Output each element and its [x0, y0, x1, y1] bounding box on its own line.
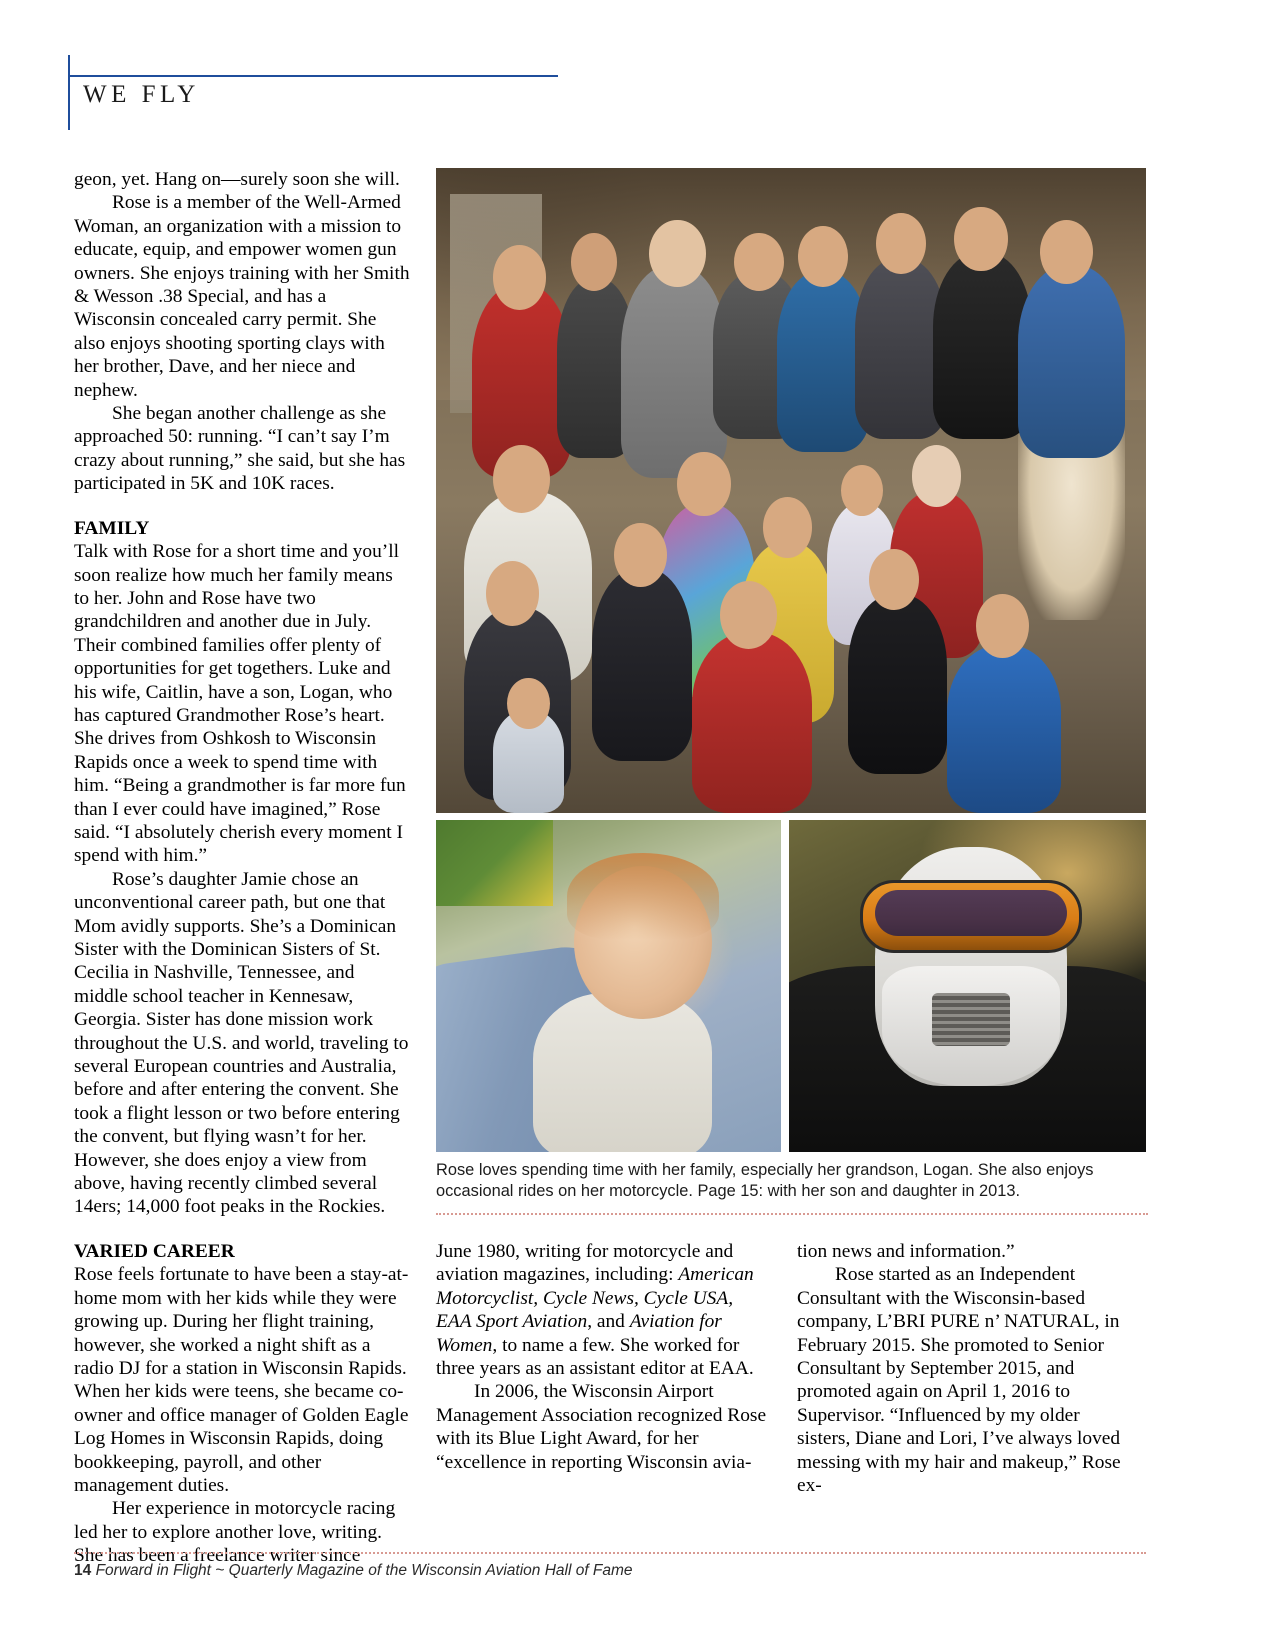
- grandson-logan-photo: [436, 820, 781, 1152]
- paragraph: Her experience in motorcycle racing led her to explore another love, writing. She has been a freelance writer since: [74, 1498, 396, 1567]
- paragraph: Rose’s daughter Jamie chose an unconventional career path, but one that Mom avidly supports. She’s a Dominican Sister with the Dominican Sisters of St. Cecilia in Nashville, Tennessee, and middle school teacher in Kennesaw, Georgia. Sister has done mission work throughout the U.S. and world, traveling to several European countries and Australia, before and after entering the convent. She took a flight lesson or two before entering the convent, but flying wasn’t for her. However, she does enjoy a view from above, having recently climbed several 14ers; 14,000 foot peaks in the Rockies.: [74, 868, 409, 1218]
- paragraph: Talk with Rose for a short time and you’ll soon realize how much her family means to her. John and Rose have two grandchildren and another due in July. Their combined families offer plenty of opportunities for get togethers. Luke and his wife, Caitlin, have a son, Logan, who has captured Grandmother Rose’s heart. She drives from Oshkosh to Wisconsin Rapids once a week to spend time with him. “Being a grandmother is far more fun than I ever could have imagined,” Rose said. “I absolutely cherish every moment I spend with him.”: [74, 541, 406, 867]
- body-column-left: [74, 168, 410, 1568]
- paragraph-text: June 1980, writing for motorcycle and aviation magazines, including:: [436, 1241, 734, 1286]
- paragraph: She began another challenge as she approached 50: running. “I can’t say I’m crazy about running,” she said, but she has participated in 5K and 10K races.: [74, 403, 406, 495]
- footer-text: [91, 1562, 632, 1579]
- paragraph-text: , and: [587, 1311, 630, 1333]
- page-title: WE FLY: [83, 81, 200, 108]
- paragraph-text: , to name a few. She worked for three years as an assistant editor at EAA.: [436, 1334, 754, 1380]
- section-heading-family: FAMILY: [74, 517, 150, 539]
- body-column-middle: [436, 1240, 772, 1474]
- magazine-titles-italic: American Motorcyclist, Cycle News, Cycle USA, EAA Sport Aviation: [436, 1264, 754, 1333]
- family-group-photo: [436, 168, 1146, 813]
- paragraph: Rose feels fortunate to have been a stay-at-home mom with her kids while they were growing up. During her flight training, however, she worked a night shift as a radio DJ for a station in Wisconsin Rapids. When her kids were teens, she became co-owner and office manager of Golden Eagle Log Homes in Wisconsin Rapids, doing bookkeeping, payroll, and other management duties.: [74, 1264, 409, 1496]
- magazine-title-italic: Aviation for Women: [436, 1311, 722, 1356]
- page-header: [68, 55, 1208, 150]
- page-number: 14: [74, 1562, 92, 1579]
- page-footer: [74, 1562, 633, 1580]
- paragraph: Rose started as an Independent Consultant with the Wisconsin-based company, L’BRI PURE n’ NATURAL, in February 2015. She promoted to Senior Consultant by September 2015, and promoted again on April 1, 2016 to Supervisor. “Influenced by my older sisters, Diane and Lori, I’ve always loved messing with my hair and makeup,” Rose ex-: [797, 1264, 1121, 1497]
- header-horizontal-rule: [68, 75, 558, 77]
- paragraph: tion news and information.”: [797, 1241, 1015, 1262]
- paragraph: In 2006, the Wisconsin Airport Management Association recognized Rose with its Blue Light Award, for her “excellence in reporting Wisconsin avia-: [436, 1381, 767, 1473]
- paragraph: Rose is a member of the Well-Armed Woman, an organization with a mission to educate, equip, and empower women gun owners. She enjoys training with her Smith & Wesson .38 Special, and has a Wisconsin concealed carry permit. She also enjoys shooting sporting clays with her brother, Dave, and her niece and nephew.: [74, 192, 410, 401]
- footer-text-value: Forward in Flight ~ Quarterly Magazine of the Wisconsin Aviation Hall of Fame: [95, 1562, 633, 1579]
- motorcycle-rider-photo: [789, 820, 1146, 1152]
- photo-caption: Rose loves spending time with her family, especially her grandson, Logan. She also enjoys occasional rides on her motorcycle. Page 15: with her son and daughter in 2013.: [436, 1161, 1094, 1200]
- paragraph: [436, 1240, 772, 1380]
- paragraph: geon, yet. Hang on—surely soon she will.: [74, 169, 400, 190]
- body-column-right: [797, 1240, 1133, 1497]
- header-vertical-rule: [68, 55, 70, 130]
- caption-divider-rule: [436, 1213, 1148, 1215]
- section-heading-varied-career: VARIED CAREER: [74, 1240, 235, 1262]
- footer-divider-rule: [74, 1552, 1146, 1554]
